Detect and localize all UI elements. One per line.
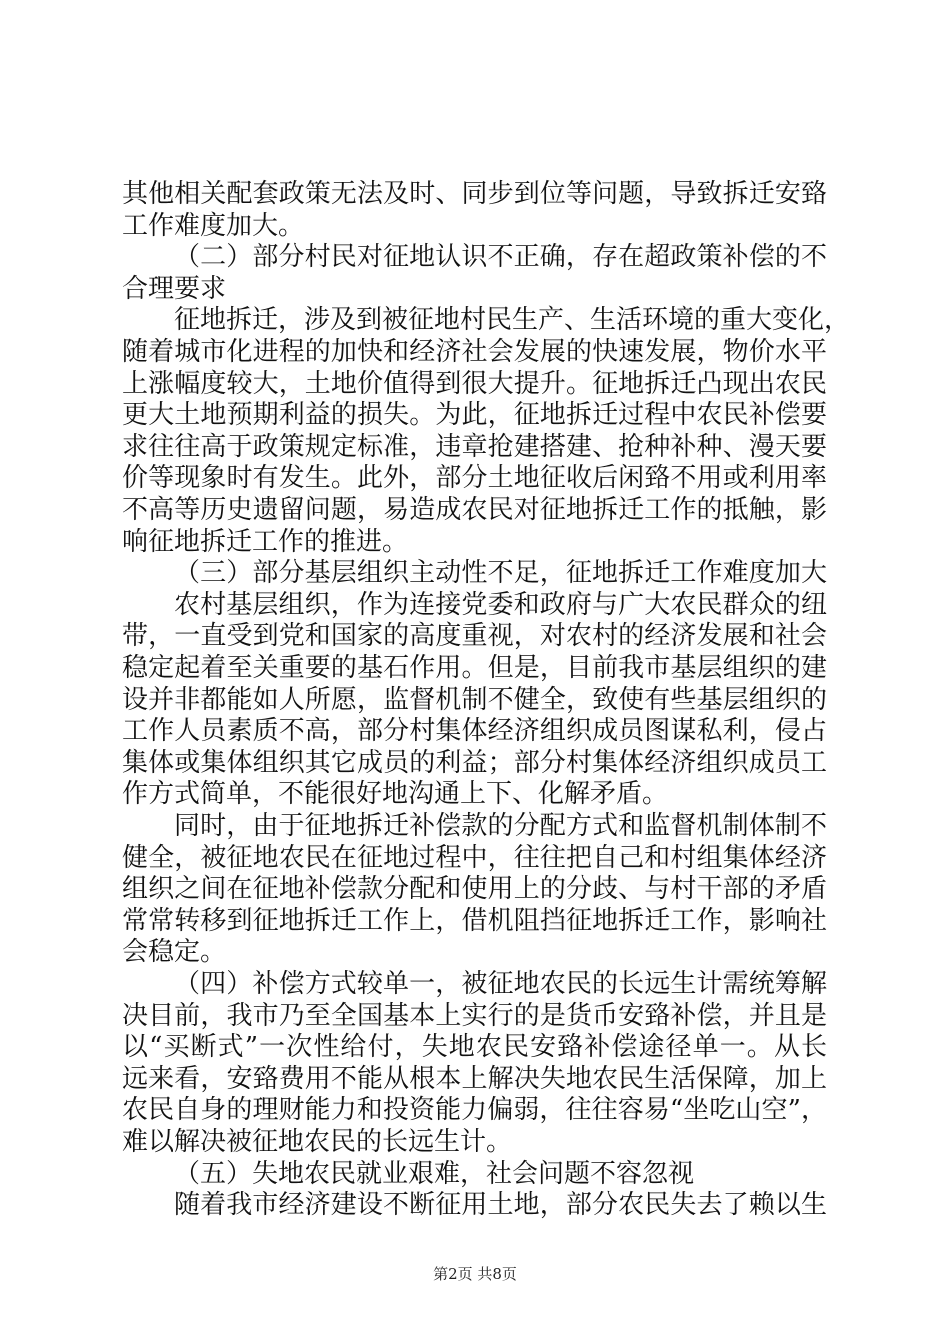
text-line-content: 集体或集体组织其它成员的利益；部分村集体经济组织成员工 bbox=[122, 747, 827, 778]
text-line-content: 远来看，安臵费用不能从根本上解决失地农民生活保障，加上 bbox=[122, 1063, 827, 1094]
text-line-content: 组织之间在征地补偿款分配和使用上的分歧、与村干部的矛盾 bbox=[122, 874, 827, 905]
text-line-content: 健全，被征地农民在征地过程中，往往把自己和村组集体经济 bbox=[122, 842, 827, 873]
text-line-content: 设并非都能如人所愿，监督机制不健全，致使有些基层组织的 bbox=[122, 684, 827, 715]
text-line-content: 工作人员素质不高，部分村集体经济组织成员图谋私利，侵占 bbox=[122, 716, 827, 747]
text-line-content: 农民自身的理财能力和投资能力偏弱，往往容易“坐吃山空”， bbox=[122, 1095, 827, 1126]
text-line bbox=[174, 1185, 827, 1225]
text-line-content: 随着城市化进程的加快和经济社会发展的快速发展，物价水平 bbox=[122, 337, 827, 367]
text-line-content: （三）部分基层组织主动性不足，征地拆迁工作难度加大 bbox=[174, 558, 827, 589]
text-line-content: 更大土地预期利益的损失。为此，征地拆迁过程中农民补偿要 bbox=[122, 400, 827, 431]
text-line-content: 不高等历史遗留问题，易造成农民对征地拆迁工作的抵触，影 bbox=[122, 495, 827, 525]
text-line-content: 征地拆迁，涉及到被征地村民生产、生活环境的重大变化， bbox=[174, 305, 851, 336]
text-line-content: 农村基层组织，作为连接党委和政府与广大农民群众的纽 bbox=[174, 589, 827, 620]
text-line-content: 作方式简单，不能很好地沟通上下、化解矛盾。 bbox=[122, 779, 669, 810]
text-line-content: 常常转移到征地拆迁工作上，借机阻挡征地拆迁工作，影响社 bbox=[122, 905, 827, 936]
text-line-content: 以“买断式”一次性给付，失地农民安臵补偿途径单一。从长 bbox=[122, 1032, 827, 1063]
text-line-content: 工作难度加大。 bbox=[122, 210, 305, 241]
text-line-content: 随着我市经济建设不断征用土地，部分农民失去了赖以生 bbox=[174, 1190, 827, 1221]
text-line-content: 响征地拆迁工作的推进。 bbox=[122, 526, 409, 557]
text-line-content: 决目前，我市乃至全国基本上实行的是货币安臵补偿，并且是 bbox=[122, 1000, 827, 1031]
text-line-content: 带，一直受到党和国家的高度重视，对农村的经济发展和社会 bbox=[122, 621, 827, 652]
text-line-content: （五）失地农民就业艰难，社会问题不容忽视 bbox=[174, 1158, 695, 1189]
text-line-content: 同时，由于征地拆迁补偿款的分配方式和监督机制体制不 bbox=[174, 811, 827, 841]
text-line-content: 上涨幅度较大，土地价值得到很大提升。征地拆迁凸现出农民 bbox=[122, 368, 827, 399]
text-line-content: （四）补偿方式较单一，被征地农民的长远生计需统筹解 bbox=[174, 969, 827, 999]
page-footer: 第2页 共8页 bbox=[433, 1265, 517, 1283]
text-line-content: 其他相关配套政策无法及时、同步到位等问题，导致拆迁安臵 bbox=[122, 179, 827, 209]
text-line-content: 价等现象时有发生。此外，部分土地征收后闲臵不用或利用率 bbox=[122, 463, 827, 494]
text-line-content: 难以解决被征地农民的长远生计。 bbox=[122, 1127, 513, 1157]
text-line-content: 会稳定。 bbox=[122, 937, 227, 968]
text-line-content: 稳定起着至关重要的基石作用。但是，目前我市基层组织的建 bbox=[122, 653, 827, 683]
text-line-content: 合理要求 bbox=[122, 273, 227, 304]
text-line-content: 求往往高于政策规定标准，违章抢建搭建、抢种补种、漫天要 bbox=[122, 431, 827, 462]
text-line-content: （二）部分村民对征地认识不正确，存在超政策补偿的不 bbox=[174, 242, 827, 273]
